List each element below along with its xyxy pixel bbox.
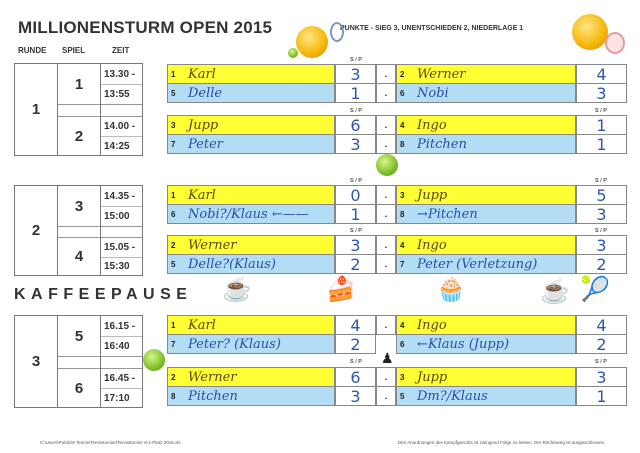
score-separator: .	[376, 134, 396, 154]
score-right[interactable]: 1	[576, 386, 627, 406]
break-label: KAFFEEPAUSE	[14, 286, 193, 303]
spacer-cell	[58, 356, 101, 368]
player-name: Delle?(Klaus)	[188, 256, 276, 272]
player-name: Jupp	[188, 117, 219, 133]
score-right[interactable]: 3	[576, 235, 627, 255]
player-name: Ingo	[417, 117, 447, 133]
disclaimer: Den Anordnungen des Kampfgerichts ist zwingend Folge zu leisten. Der Rechtsweg ist ausgeschlossen.	[398, 440, 606, 445]
match-block-game-5	[167, 315, 627, 355]
match-block-game-3	[167, 185, 627, 225]
score-left[interactable]: 2	[335, 254, 376, 274]
score-left[interactable]: 3	[335, 386, 376, 406]
player-number: 6	[400, 88, 405, 98]
score-label: S / P	[350, 178, 362, 184]
score-separator: .	[376, 235, 396, 255]
bundt-cake-icon: 🧁	[436, 276, 466, 303]
points-rule: PUNKTE - SIEG 3, UNENTSCHIEDEN 2, NIEDERLAGE 1	[340, 25, 524, 32]
cake-slice-icon: 🍰	[326, 276, 356, 303]
player-right[interactable]	[396, 315, 576, 335]
round-number: 2	[15, 186, 58, 275]
player-name: ←Klaus (Jupp)	[417, 336, 510, 352]
player-name: Pitchen	[417, 136, 467, 152]
column-header-runde: RUNDE	[18, 46, 47, 55]
score-left[interactable]: 3	[335, 235, 376, 255]
player-name: Karl	[188, 317, 216, 333]
score-separator: .	[376, 254, 396, 274]
tennis-ball-icon	[288, 48, 298, 58]
tennis-player-figure-icon: ♟	[381, 350, 394, 366]
match-row	[167, 134, 627, 154]
page-title: MILLIONENSTURM OPEN 2015	[18, 18, 273, 37]
score-separator: .	[376, 367, 396, 387]
column-header-zeit: ZEIT	[112, 46, 130, 55]
match-row	[167, 334, 627, 354]
round-number: 3	[15, 316, 58, 407]
player-name: Peter? (Klaus)	[188, 336, 281, 352]
match-row	[167, 185, 627, 205]
coffee-cup-icon: ☕	[222, 276, 252, 303]
game-start-time: 14.00 -	[104, 120, 136, 132]
game-start-time: 16.45 -	[104, 372, 136, 384]
score-right[interactable]: 4	[576, 64, 627, 84]
coffee-mug-icon: ☕	[540, 278, 570, 305]
file-path: C:\Users\Public\9 Tennis\Tennisturnier\Tennisturnier 8-1-Platz-2015.xls	[40, 440, 181, 445]
score-separator: .	[376, 185, 396, 205]
score-separator: .	[376, 83, 396, 103]
tennis-racket-ball-icon: 🎾	[580, 276, 610, 303]
score-label: S / P	[350, 359, 362, 365]
match-row	[167, 204, 627, 224]
spacer-cell	[58, 226, 101, 237]
score-separator: .	[376, 315, 396, 335]
game-number: 1	[58, 64, 101, 104]
player-number: 5	[400, 391, 405, 401]
player-number: 8	[400, 209, 405, 219]
score-separator: .	[376, 64, 396, 84]
game-start-time: 13.30 -	[104, 68, 136, 80]
tennis-racket-icon	[330, 22, 344, 42]
player-left[interactable]	[167, 64, 335, 84]
score-label: S / P	[350, 57, 362, 63]
player-number: 7	[400, 259, 405, 269]
player-right[interactable]	[396, 334, 576, 354]
tennis-ball-icon	[143, 349, 165, 371]
score-label: S / P	[595, 228, 607, 234]
player-number: 3	[400, 190, 405, 200]
player-name: Karl	[188, 187, 216, 203]
player-number: 1	[171, 69, 176, 79]
player-right[interactable]	[396, 115, 576, 135]
tennis-racket-icon	[605, 32, 625, 54]
player-number: 2	[171, 372, 176, 382]
player-left[interactable]	[167, 334, 335, 354]
game-end-time: 15:00	[104, 210, 130, 222]
match-row	[167, 115, 627, 135]
score-separator: .	[376, 386, 396, 406]
score-label: S / P	[595, 178, 607, 184]
score-right[interactable]: 3	[576, 367, 627, 387]
spacer-cell	[58, 104, 101, 116]
player-left[interactable]	[167, 367, 335, 387]
player-number: 8	[171, 391, 176, 401]
player-name: Werner	[188, 237, 237, 253]
game-end-time: 16:40	[104, 340, 130, 352]
score-left[interactable]: 2	[335, 334, 376, 354]
score-left[interactable]: 6	[335, 367, 376, 387]
player-name: Peter	[188, 136, 223, 152]
game-number: 5	[58, 316, 101, 356]
player-number: 4	[400, 120, 405, 130]
match-block-game-4	[167, 235, 627, 275]
score-separator: .	[376, 204, 396, 224]
game-number: 4	[58, 237, 101, 276]
score-right[interactable]: 3	[576, 204, 627, 224]
player-right[interactable]	[396, 254, 576, 274]
player-number: 8	[400, 139, 405, 149]
score-label: S / P	[595, 108, 607, 114]
match-block-game-2	[167, 115, 627, 155]
score-label: S / P	[350, 108, 362, 114]
player-left[interactable]	[167, 185, 335, 205]
match-block-game-6	[167, 367, 627, 407]
match-row	[167, 235, 627, 255]
schedule-round-3	[14, 315, 143, 408]
game-number: 3	[58, 186, 101, 226]
player-right[interactable]	[396, 204, 576, 224]
smiley-tennis-player-icon	[572, 14, 608, 50]
player-number: 7	[171, 139, 176, 149]
player-name: Peter (Verletzung)	[417, 256, 538, 272]
player-name: Jupp	[417, 369, 448, 385]
player-name: Delle	[188, 85, 223, 101]
player-name: Nobi	[417, 85, 449, 101]
score-label: S / P	[350, 228, 362, 234]
player-left[interactable]	[167, 254, 335, 274]
game-start-time: 14.35 -	[104, 190, 136, 202]
match-row	[167, 254, 627, 274]
schedule-round-2	[14, 185, 143, 276]
score-right[interactable]: 4	[576, 315, 627, 335]
player-name: Ingo	[417, 317, 447, 333]
schedule-round-1	[14, 63, 143, 156]
player-right[interactable]	[396, 134, 576, 154]
player-name: Ingo	[417, 237, 447, 253]
player-number: 7	[171, 339, 176, 349]
game-end-time: 14:25	[104, 140, 130, 152]
player-number: 5	[171, 259, 176, 269]
player-right[interactable]	[396, 367, 576, 387]
score-right[interactable]: 5	[576, 185, 627, 205]
player-name: Werner	[188, 369, 237, 385]
player-number: 1	[171, 320, 176, 330]
match-row	[167, 64, 627, 84]
player-left[interactable]	[167, 315, 335, 335]
game-number: 6	[58, 368, 101, 408]
game-end-time: 17:10	[104, 392, 130, 404]
smiley-tennis-mascot-icon	[296, 26, 328, 58]
player-name: Dm?/Klaus	[417, 388, 488, 404]
player-name: Pitchen	[188, 388, 238, 404]
match-row	[167, 367, 627, 387]
player-right[interactable]	[396, 235, 576, 255]
player-number: 1	[171, 190, 176, 200]
player-left[interactable]	[167, 235, 335, 255]
score-left[interactable]: 4	[335, 315, 376, 335]
player-left[interactable]	[167, 386, 335, 406]
column-header-spiel: SPIEL	[62, 46, 86, 55]
round-number: 1	[15, 64, 58, 155]
player-number: 5	[171, 88, 176, 98]
player-right[interactable]	[396, 83, 576, 103]
game-number: 2	[58, 116, 101, 156]
player-name: Jupp	[417, 187, 448, 203]
player-name: →Pitchen	[417, 206, 478, 222]
match-block-game-1	[167, 64, 627, 104]
score-separator	[376, 334, 396, 354]
player-right[interactable]	[396, 386, 576, 406]
game-end-time: 13:55	[104, 88, 130, 100]
player-name: Werner	[417, 66, 466, 82]
score-label: S / P	[595, 359, 607, 365]
score-left[interactable]: 3	[335, 134, 376, 154]
player-name: Nobi?/Klaus ←——	[188, 206, 309, 222]
game-start-time: 16.15 -	[104, 320, 136, 332]
player-right[interactable]	[396, 185, 576, 205]
player-number: 2	[400, 69, 405, 79]
score-left[interactable]: 3	[335, 64, 376, 84]
player-number: 3	[171, 120, 176, 130]
score-separator: .	[376, 115, 396, 135]
match-row	[167, 83, 627, 103]
score-right[interactable]: 1	[576, 134, 627, 154]
match-row	[167, 315, 627, 335]
score-left[interactable]: 0	[335, 185, 376, 205]
tennis-ball-icon	[376, 154, 398, 176]
player-number: 4	[400, 240, 405, 250]
score-right[interactable]: 1	[576, 115, 627, 135]
player-number: 6	[171, 209, 176, 219]
score-left[interactable]: 1	[335, 204, 376, 224]
player-left[interactable]	[167, 134, 335, 154]
player-number: 6	[400, 339, 405, 349]
score-right[interactable]: 3	[576, 83, 627, 103]
player-number: 4	[400, 320, 405, 330]
player-right[interactable]	[396, 64, 576, 84]
game-end-time: 15:30	[104, 261, 130, 272]
player-left[interactable]	[167, 204, 335, 224]
score-right[interactable]: 2	[576, 254, 627, 274]
score-left[interactable]: 6	[335, 115, 376, 135]
player-left[interactable]	[167, 115, 335, 135]
match-row	[167, 386, 627, 406]
player-name: Karl	[188, 66, 216, 82]
player-number: 3	[400, 372, 405, 382]
player-number: 2	[171, 240, 176, 250]
player-left[interactable]	[167, 83, 335, 103]
score-right[interactable]: 2	[576, 334, 627, 354]
game-start-time: 15.05 -	[104, 241, 136, 253]
score-left[interactable]: 1	[335, 83, 376, 103]
